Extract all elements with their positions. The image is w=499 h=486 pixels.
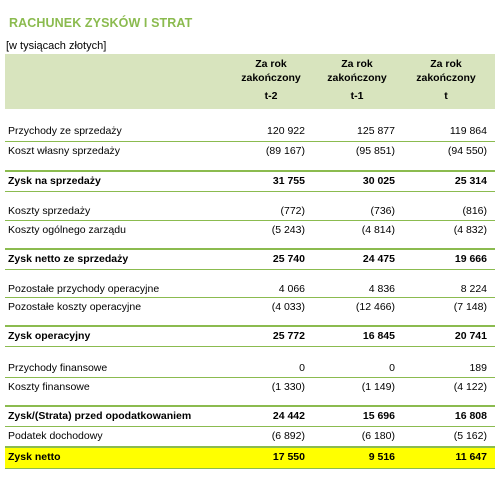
report-title: RACHUNEK ZYSKÓW I STRAT [9, 16, 193, 30]
table-row-subtotal: Zysk netto ze sprzedaży 25 740 24 475 19 666 [8, 253, 487, 265]
table-row: Podatek dochodowy (6 892) (6 180) (5 162) [8, 430, 487, 442]
table-row-subtotal: Zysk na sprzedaży 31 755 30 025 25 314 [8, 175, 487, 187]
row-divider [5, 346, 495, 347]
table-row-subtotal: Zysk/(Strata) przed opodatkowaniem 24 442 15 696 16 808 [8, 410, 487, 422]
table-row: Pozostałe koszty operacyjne (4 033) (12 466) (7 148) [8, 301, 487, 313]
table-row-subtotal: Zysk operacyjny 25 772 16 845 20 741 [8, 330, 487, 342]
table-row: Przychody finansowe 0 0 189 [8, 362, 487, 374]
table-row: Koszty finansowe (1 330) (1 149) (4 122) [8, 381, 487, 393]
column-header-t-2: Za rok zakończony t-2 [241, 58, 301, 102]
table-row: Pozostałe przychody operacyjne 4 066 4 836 8 224 [8, 283, 487, 295]
row-divider [5, 191, 495, 192]
unit-label: [w tysiącach złotych] [6, 40, 107, 52]
column-header-t-1: Za rok zakończony t-1 [327, 58, 387, 102]
table-row: Koszty sprzedaży (772) (736) (816) [8, 205, 487, 217]
table-row: Koszt własny sprzedaży (89 167) (95 851) (94 550) [8, 145, 487, 157]
table-row: Koszty ogólnego zarządu (5 243) (4 814) (4 832) [8, 224, 487, 236]
table-row-net-profit: Zysk netto 17 550 9 516 11 647 [5, 448, 495, 468]
row-divider [5, 468, 495, 469]
table-row: Przychody ze sprzedaży 120 922 125 877 119 864 [8, 125, 487, 137]
row-divider [5, 269, 495, 270]
column-header-band [5, 54, 495, 109]
column-header-t: Za rok zakończony t [416, 58, 476, 102]
